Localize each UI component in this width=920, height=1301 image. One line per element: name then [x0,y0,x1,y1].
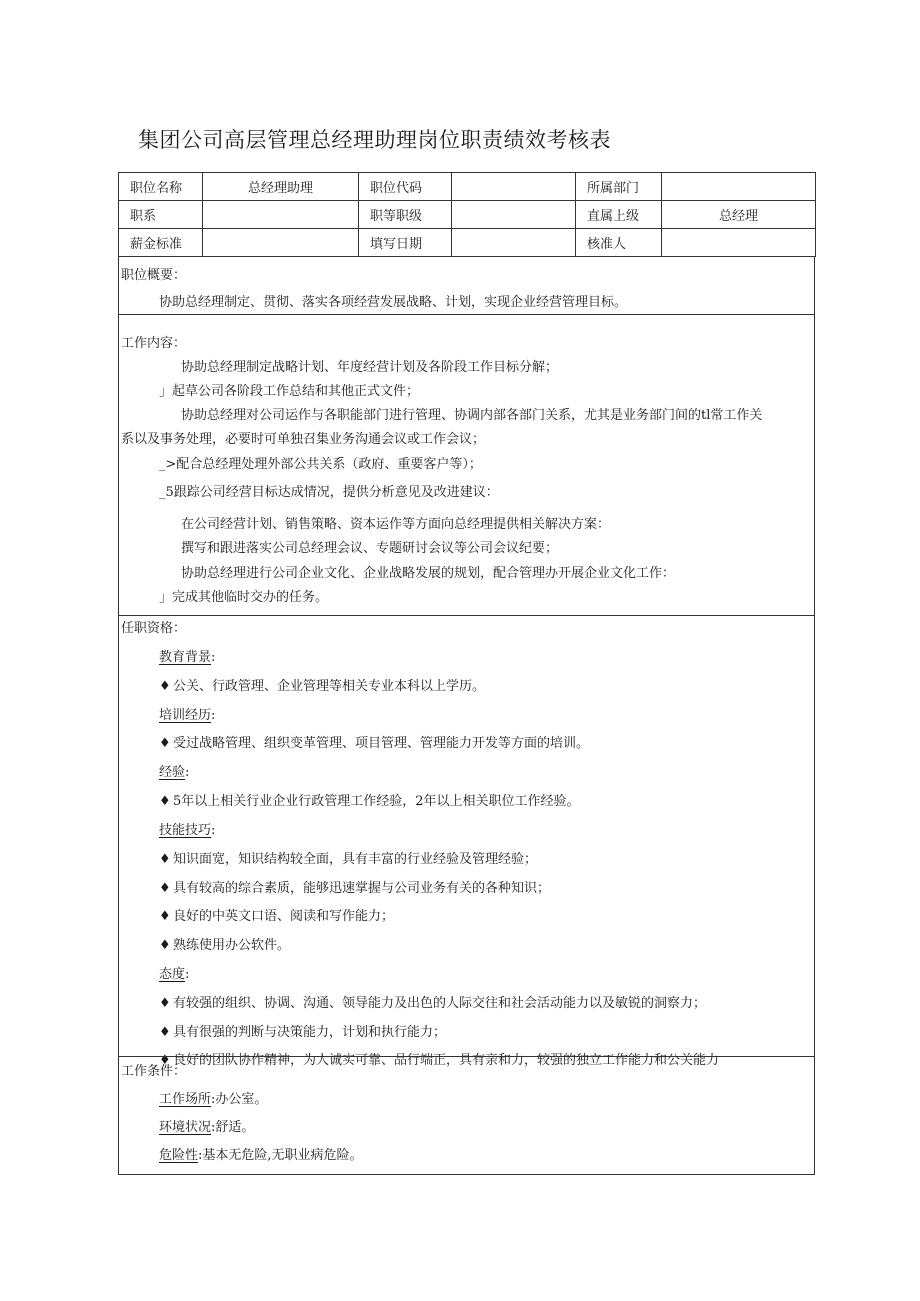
value-position-name[interactable]: 总经理助理 [203,173,359,201]
overview-section [118,257,815,315]
conditions-section [118,1056,815,1175]
value-salary[interactable] [203,229,359,257]
list-item: ♦ 受过战略管理、组织变革管理、项目管理、管理能力开发等方面的培训。 [159,736,590,751]
bullet-icon: ♦ [159,1053,171,1068]
bullet-icon: ♦ [159,996,171,1011]
job-info-table [118,172,816,257]
value-department[interactable] [662,173,816,201]
value-approver[interactable] [662,229,816,257]
education-label: 教育背景: [159,650,216,665]
bullet-icon: ♦ [159,736,171,751]
list-item: 系以及事务处理，必要时可单独召集业务沟通会议或工作会议； [121,432,486,447]
bullet-icon: ♦ [159,794,171,809]
list-item: ♦ 良好的中英文口语、阅读和写作能力； [159,909,395,924]
list-item: 协助总经理对公司运作与各职能部门进行管理、协调内部各部门关系，尤其是业务部门间的tl常工作关 [181,408,763,423]
value-grade[interactable] [452,201,576,229]
list-item: 在公司经营计划、销售策略、资本运作等方面向总经理提供相关解决方案： [181,517,611,532]
conditions-heading: 工作条件： [121,1064,187,1079]
list-item-cropped: ♦ 良好的团队协作精神，为人诚实可靠、品行端正，具有亲和力，较强的独立工作能力和公关能力 [159,1053,720,1068]
training-label: 培训经历: [159,708,216,723]
list-item: 撰写和跟进落实公司总经理会议、专题研讨会议等公司会议纪要； [181,541,559,556]
label-position-code: 职位代码 [359,173,452,201]
skills-label: 技能技巧: [159,823,216,838]
value-supervisor[interactable]: 总经理 [662,201,816,229]
list-item: 协助总经理进行公司企业文化、企业战略发展的规划，配合管理办开展企业文化工作： [181,566,676,581]
qualifications-section [118,615,815,1068]
list-item: ♦ 具有很强的判断与决策能力，计划和执行能力； [159,1025,447,1040]
table-row [119,173,816,201]
label-salary: 薪金标准 [119,229,203,257]
list-item: 」起草公司各阶段工作总结和其他正式文件； [159,384,420,399]
list-item: ♦ 熟练使用办公软件。 [159,938,291,953]
list-item: _>配合总经理处理外部公共关系（政府、重要客户等）； [159,457,482,472]
list-item: ♦ 有较强的组织、协调、沟通、领导能力及出色的人际交往和社会活动能力以及敏锐的洞察力； [159,996,707,1011]
bullet-icon: ♦ [159,909,171,924]
experience-label: 经验: [159,765,190,780]
table-row [119,229,816,257]
bullet-icon: ♦ [159,938,171,953]
list-item: 」完成其他临时交办的任务。 [159,590,329,605]
value-position-code[interactable] [452,173,576,201]
overview-heading: 职位概要： [121,268,187,283]
work-content-heading: 工作内容： [121,336,187,351]
list-item: ♦ 公关、行政管理、企业管理等相关专业本科以上学历。 [159,679,486,694]
value-job-family[interactable] [203,201,359,229]
bullet-icon: ♦ [159,852,171,867]
condition-hazard: 危险性:基本无危险,无职业病危险。 [159,1148,363,1163]
label-position-name: 职位名称 [119,173,203,201]
list-item: _5跟踪公司经营目标达成情况，提供分析意见及改进建议： [159,485,499,500]
list-item: 协助总经理制定战略计划、年度经营计划及各阶段工作目标分解； [181,360,559,375]
bullet-icon: ♦ [159,1025,171,1040]
label-fill-date: 填写日期 [359,229,452,257]
label-job-family: 职系 [119,201,203,229]
condition-environment: 环境状况:舒适。 [159,1120,255,1135]
list-item: ♦ 5年以上相关行业企业行政管理工作经验，2年以上相关职位工作经验。 [159,794,580,809]
label-supervisor: 直属上级 [576,201,662,229]
table-row [119,201,816,229]
condition-workplace: 工作场所:办公室。 [159,1092,268,1107]
bullet-icon: ♦ [159,881,171,896]
label-grade: 职等职级 [359,201,452,229]
label-approver: 核准人 [576,229,662,257]
label-department: 所属部门 [576,173,662,201]
bullet-icon: ♦ [159,679,171,694]
value-fill-date[interactable] [452,229,576,257]
overview-text: 协助总经理制定、贯彻、落实各项经营发展战略、计划，实现企业经营管理目标。 [159,295,628,310]
work-content-section [118,315,815,616]
list-item: ♦ 具有较高的综合素质，能够迅速掌握与公司业务有关的各种知识； [159,881,551,896]
job-description-form [118,172,815,1174]
attitude-label: 态度: [159,967,190,982]
list-item: ♦ 知识面宽，知识结构较全面，具有丰富的行业经验及管理经验； [159,852,538,867]
qualifications-heading: 任职资格： [121,621,187,636]
page-title: 集团公司高层管理总经理助理岗位职责绩效考核表 [138,128,611,152]
